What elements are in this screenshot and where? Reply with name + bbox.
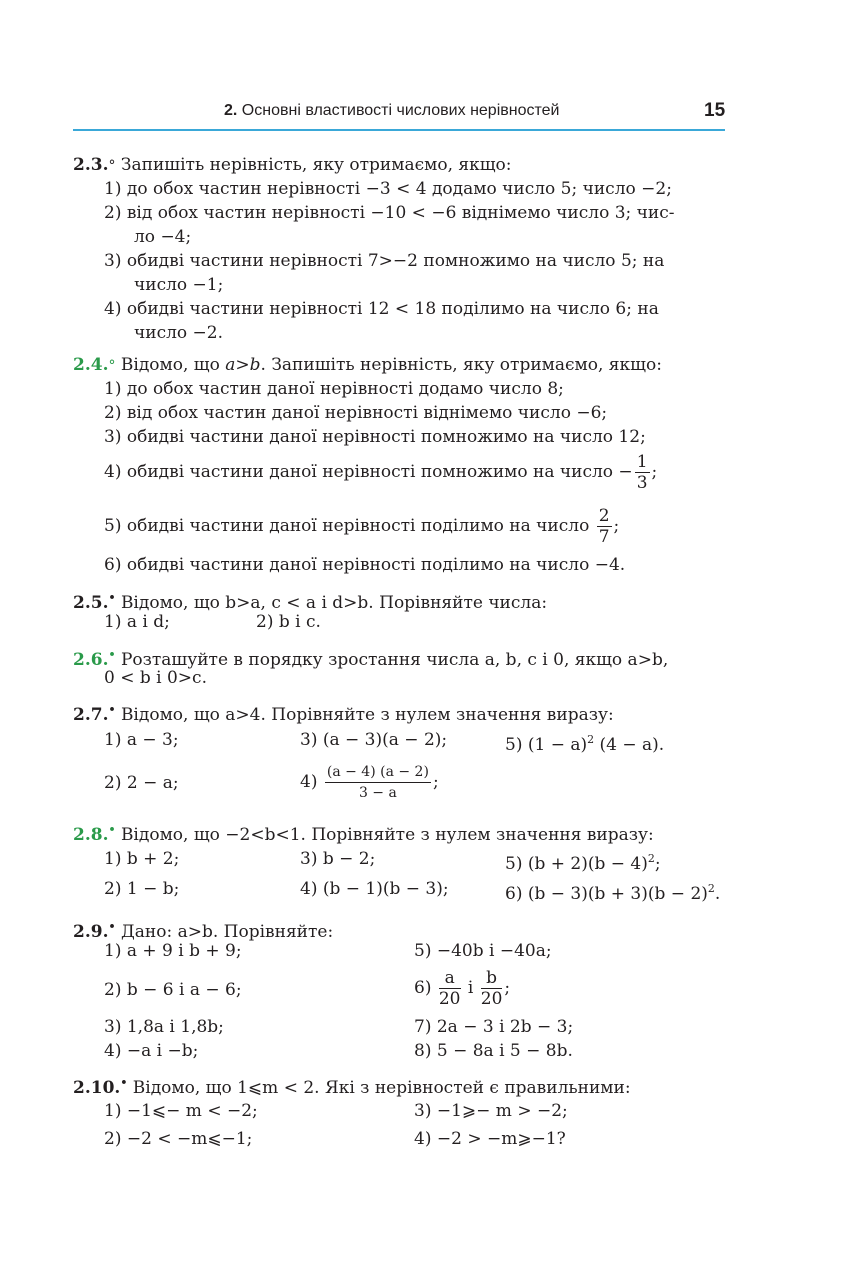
fraction-one-third: $\frac{1}{3}$ [636,452,648,493]
exercise-2-6-cont: 0 < b і 0>c. [104,668,207,688]
exercise-2-4-item-3: 3) обидві частини даної нерівності помножимо на число 12; [104,427,646,447]
exercise-2-3-item-1: 1) до обох частин нерівності −3 < 4 додамо число 5; число −2; [104,179,672,199]
exercise-2-7-item-2: 2) 2 − a; [104,773,179,793]
exercise-2-10-item-2: 2) −2 < −m⩽−1; [104,1129,253,1149]
exercise-2-6-title: 2.6.• Розташуйте в порядку зростання числа a, b, c і 0, якщо a>b, [73,648,669,670]
exercise-2-8-item-5: 5) $(b + 2)(b - 4)^2$; [505,852,661,874]
exercise-2-9-title: 2.9.• Дано: a>b. Порівняйте: [73,920,334,942]
fraction-two-sevenths: $\frac{2}{7}$ [598,506,610,547]
exercise-2-4-item-5: 5) обидві частини даної нерівності поділимо на число $\frac{2}{7}$ ; [104,506,620,547]
chapter-title: Основні властивості числових нерівностей [241,102,560,119]
exercise-2-9-item-6: 6) $\frac{a}{20}$ і $\frac{b}{20}$ ; [414,968,511,1009]
exercise-2-8-item-1: 1) b + 2; [104,849,180,869]
header-rule [73,129,725,131]
exercise-2-3-item-4: 4) обидві частини нерівності 12 < 18 поділимо на число 6; на [104,299,659,319]
exercise-2-9-item-5: 5) −40b і −40a; [414,941,552,961]
running-header [224,102,559,120]
page-number: 15 [704,100,726,121]
exercise-2-3-item-4-cont: число −2. [134,323,223,343]
exercise-2-10-item-3: 3) −1⩾− m > −2; [414,1101,568,1121]
exercise-2-9-item-3: 3) 1,8a і 1,8b; [104,1017,224,1037]
exercise-2-7-item-1: 1) a − 3; [104,730,179,750]
exercise-2-8-item-3: 3) b − 2; [300,849,376,869]
exercise-2-3-title: 2.3.° Запишіть нерівність, яку отримаємо, якщо: [73,155,512,175]
exercise-2-8-item-6: 6) $(b - 3)(b + 3)(b - 2)^2$. [505,882,721,904]
exercise-2-4-item-1: 1) до обох частин даної нерівності додамо число 8; [104,379,564,399]
exercise-2-5-item-2: 2) b і c. [256,612,321,632]
chapter-number: 2. [224,102,238,119]
exercise-2-8-item-4: 4) (b − 1)(b − 3); [300,879,449,899]
exercise-2-9-item-4: 4) −a і −b; [104,1041,199,1061]
exercise-2-8-item-2: 2) 1 − b; [104,879,180,899]
exercise-2-7-item-4: 4) $\frac{(a - 4) (a - 2)}{3 - a}$ ; [300,764,439,801]
exercise-2-10-item-1: 1) −1⩽− m < −2; [104,1101,258,1121]
exercise-2-4-item-4: 4) обидві частини даної нерівності помножимо на число − $\frac{1}{3}$ ; [104,452,658,493]
fraction-expression: $\frac{(a - 4) (a - 2)}{3 - a}$ [326,764,429,801]
fraction-a-over-20: $\frac{a}{20}$ [438,968,461,1009]
exercise-2-7-item-3: 3) (a − 3)(a − 2); [300,730,448,750]
exercise-2-10-item-4: 4) −2 > −m⩾−1? [414,1129,566,1149]
exercise-2-3-item-2: 2) від обох частин нерівності −10 < −6 віднімемо число 3; чис- [104,203,675,223]
exercise-2-3-item-3-cont: число −1; [134,275,224,295]
exercise-2-10-title: 2.10.• Відомо, що 1⩽m < 2. Які з нерівностей є правильними: [73,1076,631,1098]
exercise-2-4-item-2: 2) від обох частин даної нерівності віднімемо число −6; [104,403,608,423]
exercise-2-4-item-6: 6) обидві частини даної нерівності поділимо на число −4. [104,555,626,575]
exercise-2-4-title: 2.4.° Відомо, що a>b. Запишіть нерівність, яку отримаємо, якщо: [73,355,662,375]
exercise-2-5-item-1: 1) a і d; [104,612,170,632]
exercise-2-7-title: 2.7.• Відомо, що a>4. Порівняйте з нулем значення виразу: [73,703,614,725]
exercise-2-3-item-3: 3) обидві частини нерівності 7>−2 помножимо на число 5; на [104,251,665,271]
exercise-2-9-item-7: 7) 2a − 3 і 2b − 3; [414,1017,574,1037]
exercise-2-9-item-1: 1) a + 9 і b + 9; [104,941,242,961]
exercise-2-3-item-2-cont: ло −4; [134,227,192,247]
exercise-2-8-title: 2.8.• Відомо, що −2<b<1. Порівняйте з нулем значення виразу: [73,823,654,845]
exercise-2-5-title: 2.5.• Відомо, що b>a, c < a і d>b. Порівняйте числа: [73,591,548,613]
exercise-2-9-item-2: 2) b − 6 і a − 6; [104,980,242,1000]
exercise-2-9-item-8: 8) 5 − 8a і 5 − 8b. [414,1041,573,1061]
fraction-b-over-20: $\frac{b}{20}$ [480,968,503,1009]
exercise-2-7-item-5: 5) $(1 - a)^2$ (4 − a). [505,733,665,755]
